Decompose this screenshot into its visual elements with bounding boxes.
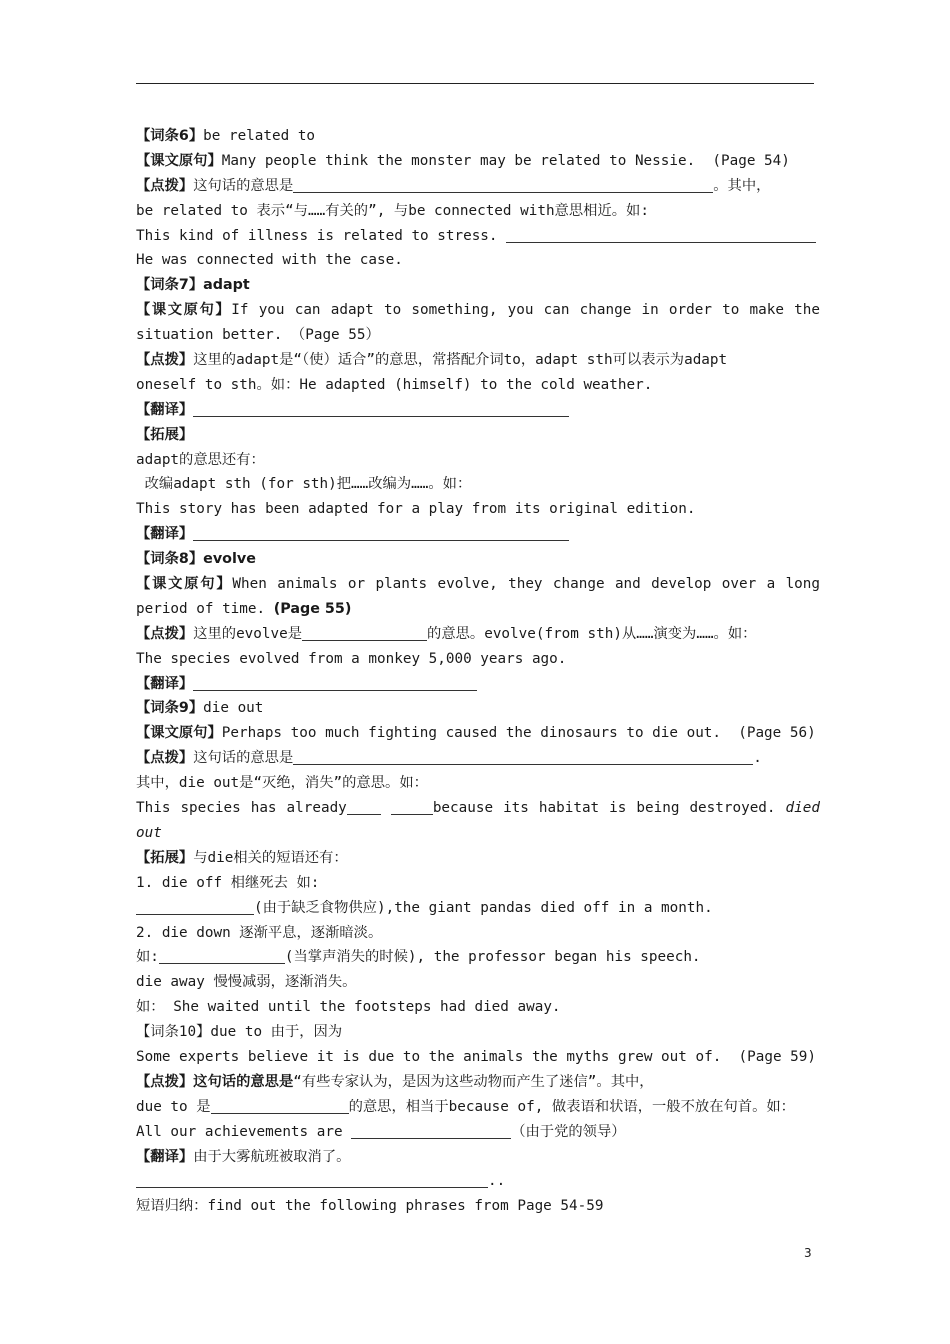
entry-10-tip-cont: due to 是 的意思，相当于because of, 做表语和状语，一般不放在句首。如： [136, 1098, 795, 1115]
phrase-summary: 短语归纳：find out the following phrases from Page 54-59 [136, 1198, 604, 1215]
entry-8-source-cont: period of time. (Page 55) [136, 600, 352, 617]
answer-blank[interactable] [136, 899, 254, 915]
example-sentence: He was connected with the case. [136, 252, 403, 269]
entry-10-source: Some experts believe it is due to the animals the myths grew out of. (Page 59) [136, 1048, 816, 1065]
tip-tag: 【点拨】 [136, 352, 194, 369]
expansion-heading: 【拓展】与die相关的短语还有： [136, 849, 348, 866]
entry-7-heading [136, 273, 820, 298]
source-tag: 【课文原句】 [136, 302, 232, 319]
entry-7-tip-cont: oneself to sth。如：He adapted (himself) to the cold weather. [136, 376, 653, 393]
example-sentence: The species evolved from a monkey 5,000 years ago. [136, 650, 567, 667]
entry-term: be related to [203, 128, 316, 144]
entry-6-source [136, 149, 820, 174]
entry-10-heading: 【词条10】due to 由于，因为 [136, 1024, 343, 1041]
source-text: Many people think the monster may be related to Nessie. (Page 54) [221, 152, 790, 169]
phrase-item: 1. die off 相继死去 如: [136, 874, 320, 891]
entry-tag: 【词条7】 [136, 277, 204, 294]
answer-blank[interactable] [193, 525, 569, 541]
expansion-tag: 【拓展】 [136, 426, 194, 443]
entry-7-source [136, 298, 820, 323]
expansion-text: 改编adapt sth (for sth)把……改编为……。如： [136, 476, 472, 493]
entry-tag: 【词条8】 [136, 551, 204, 568]
tip-tag: 【点拨】这句话的意思是 [136, 1073, 294, 1090]
answer-blank[interactable] [351, 1123, 511, 1139]
header-rule [136, 83, 814, 84]
answer-text: died [785, 800, 820, 817]
translation-tag: 【翻译】 [136, 1148, 194, 1165]
example-sentence: 如: (当掌声消失的时候), the professor began his speech. [136, 949, 701, 966]
entry-tag: 【词条6】 [136, 128, 204, 144]
page-number: 3 [804, 1246, 812, 1260]
entry-term: evolve [203, 551, 256, 568]
answer-blank[interactable] [293, 749, 753, 765]
answer-blank[interactable] [293, 177, 713, 193]
entry-7-tip: 【点拨】这里的adapt是“（使）适合”的意思，常搭配介词to，adapt sth可以表示为adapt [136, 352, 728, 369]
source-tag: 【课文原句】 [136, 576, 233, 593]
translation-tag: 【翻译】 [136, 401, 194, 418]
entry-6-tip: 【点拨】这句话的意思是 。其中， [136, 177, 771, 194]
answer-blank[interactable] [347, 799, 381, 815]
entry-6-note: be related to 表示“与……有关的”, 与be connected with意思相近。如: [136, 202, 649, 219]
entry-7-source-cont: situation better. （Page 55） [136, 327, 380, 344]
answer-blank[interactable] [193, 675, 477, 691]
entry-8-source [136, 572, 820, 597]
entry-9-source [136, 721, 820, 746]
example-sentence: This species has already because its habitat is being destroyed. died [136, 800, 820, 817]
translation-tag: 【翻译】 [136, 675, 194, 692]
answer-blank[interactable] [506, 227, 816, 243]
translation-line [136, 398, 820, 423]
source-text: If you can adapt to something, you can change in order to make the [231, 302, 820, 319]
entry-6-heading [136, 124, 820, 149]
document-body [136, 124, 820, 1219]
translation-tag: 【翻译】 [136, 526, 194, 543]
expansion-heading [136, 423, 820, 448]
expansion-text: adapt的意思还有： [136, 451, 265, 468]
entry-term: die out [203, 700, 264, 717]
example-sentence: All our achievements are （由于党的领导） [136, 1123, 626, 1140]
source-tag: 【课文原句】 [136, 152, 222, 169]
answer-blank[interactable] [391, 799, 433, 815]
answer-blank[interactable] [136, 1172, 488, 1188]
translation-line: 【翻译】由于大雾航班被取消了。 [136, 1148, 351, 1165]
entry-term: adapt [203, 277, 250, 294]
translation-line [136, 672, 820, 697]
phrase-item: die away 慢慢减弱，逐渐消失。 [136, 974, 357, 991]
translation-answer-line: .. [136, 1169, 820, 1194]
tip-tag: 【点拨】 [136, 177, 194, 194]
example-sentence: 如： She waited until the footsteps had died away. [136, 999, 561, 1016]
answer-blank[interactable] [302, 625, 427, 641]
source-text: When animals or plants evolve, they change and develop over a long [232, 576, 820, 593]
answer-blank[interactable] [159, 948, 285, 964]
example-sentence: This story has been adapted for a play from its original edition. [136, 501, 696, 518]
entry-9-tip: 【点拨】这句话的意思是 . [136, 750, 762, 767]
answer-text: out [136, 824, 162, 841]
example-sentence: This kind of illness is related to stress. [136, 224, 820, 249]
entry-9-heading [136, 696, 820, 721]
entry-9-note: 其中，die out是“灭绝，消失”的意思。如： [136, 775, 428, 792]
source-text: Perhaps too much fighting caused the dinosaurs to die out. (Page 56) [221, 725, 816, 742]
answer-blank[interactable] [211, 1098, 349, 1114]
source-tag: 【课文原句】 [136, 725, 222, 742]
translation-line [136, 522, 820, 547]
tip-tag: 【点拨】 [136, 625, 194, 642]
entry-tag: 【词条9】 [136, 700, 204, 717]
tip-tag: 【点拨】 [136, 750, 194, 767]
entry-10-tip: 【点拨】这句话的意思是“有些专家认为，是因为这些动物而产生了迷信”。其中， [136, 1073, 654, 1090]
expansion-tag: 【拓展】 [136, 849, 194, 866]
answer-blank[interactable] [193, 401, 569, 417]
example-sentence: (由于缺乏食物供应),the giant pandas died off in a month. [136, 896, 820, 921]
phrase-item: 2. die down 逐渐平息，逐渐暗淡。 [136, 924, 383, 941]
entry-8-tip: 【点拨】这里的evolve是 的意思。evolve(from sth)从……演变为……。如： [136, 625, 757, 642]
entry-8-heading [136, 547, 820, 572]
